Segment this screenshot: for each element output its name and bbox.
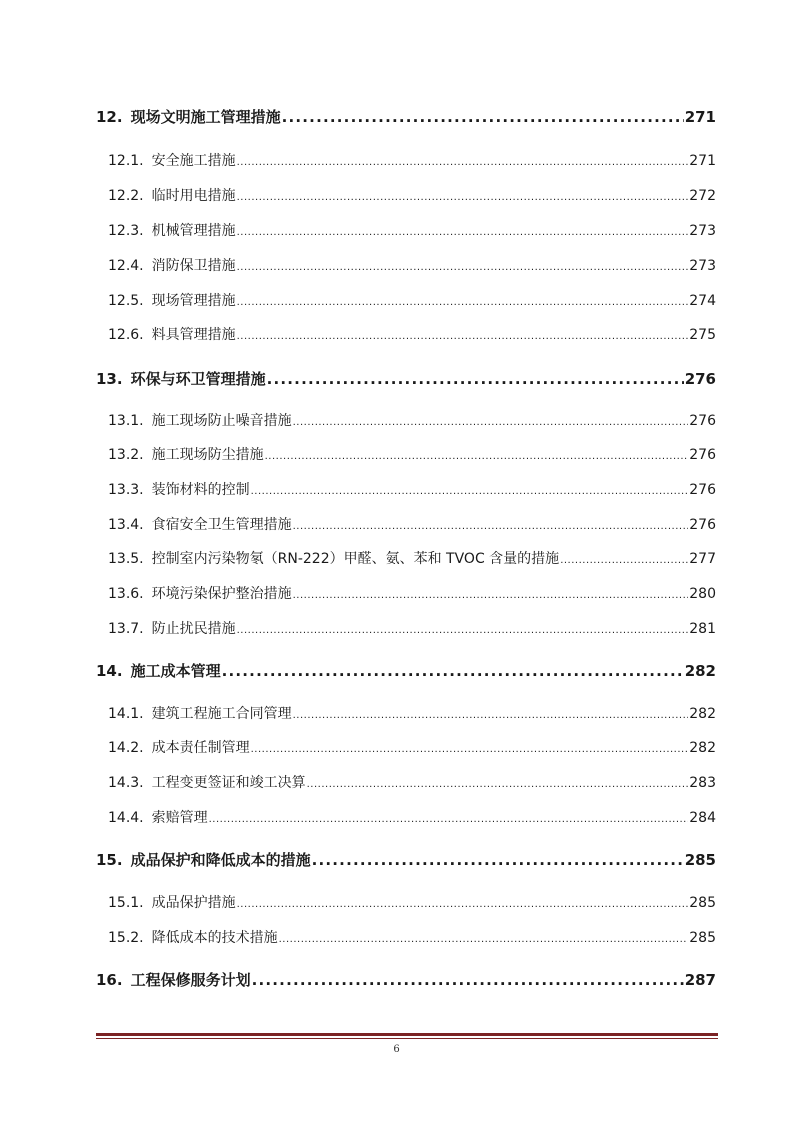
toc-entry-title: 料具管理措施: [151, 327, 236, 343]
toc-entry-page: 285: [689, 895, 716, 911]
toc-entry-number: 14.4.: [108, 810, 144, 826]
toc-entry-page: 281: [689, 621, 716, 637]
toc-entry-title: 环保与环卫管理措施: [130, 370, 266, 388]
toc-entry-page: 285: [684, 851, 716, 869]
toc-entry-page: 283: [689, 775, 716, 791]
toc-entry-page: 282: [689, 706, 716, 722]
toc-section-entry[interactable]: [108, 618, 716, 638]
toc-entry-title: 安全施工措施: [151, 153, 236, 169]
toc-section-entry[interactable]: [108, 892, 716, 912]
toc-dot-leader: [279, 934, 689, 945]
toc-dot-leader: [237, 625, 689, 636]
toc-entry-page: 274: [689, 293, 716, 309]
toc-chapter-entry[interactable]: [96, 660, 716, 681]
toc-entry-number: 13.7.: [108, 621, 144, 637]
toc-section-entry[interactable]: [108, 927, 716, 947]
toc-entry-title: 现场管理措施: [151, 293, 236, 309]
toc-entry-number: 12.2.: [108, 188, 144, 204]
page-number: 6: [393, 1044, 400, 1055]
toc-dot-leader: [237, 192, 689, 203]
toc-entry-number: 12.3.: [108, 223, 144, 239]
toc-entry-title: 机械管理措施: [151, 223, 236, 239]
toc-dot-leader: [251, 486, 689, 497]
toc-chapter-entry[interactable]: [96, 368, 716, 389]
toc-entry-title: 成品保护和降低成本的措施: [130, 851, 311, 869]
toc-entry-page: 275: [689, 327, 716, 343]
toc-entry-title: 索赔管理: [151, 810, 208, 826]
toc-entry-title: 装饰材料的控制: [151, 482, 250, 498]
toc-dot-leader: [252, 971, 684, 989]
toc-entry-number: 14.1.: [108, 706, 144, 722]
toc-entry-number: 12.5.: [108, 293, 144, 309]
toc-entry-number: 14.: [96, 662, 123, 680]
toc-section-entry[interactable]: [108, 410, 716, 430]
toc-entry-number: 13.5.: [108, 551, 144, 567]
toc-chapter-entry[interactable]: [96, 969, 716, 990]
toc-section-entry[interactable]: [108, 583, 716, 603]
toc-entry-number: 15.2.: [108, 930, 144, 946]
toc-section-entry[interactable]: [108, 772, 716, 792]
toc-entry-title: 施工成本管理: [130, 662, 221, 680]
toc-dot-leader: [293, 710, 689, 721]
toc-entry-title: 消防保卫措施: [151, 258, 236, 274]
toc-entry-title: 工程变更签证和竣工决算: [151, 775, 306, 791]
toc-entry-page: 276: [689, 447, 716, 463]
toc-entry-number: 14.2.: [108, 740, 144, 756]
toc-entry-title: 控制室内污染物氡（RN-222）甲醛、氨、苯和 TVOC 含量的措施: [151, 551, 560, 567]
toc-dot-leader: [560, 555, 688, 566]
toc-entry-number: 13.6.: [108, 586, 144, 602]
toc-entry-page: 272: [689, 188, 716, 204]
toc-section-entry[interactable]: [108, 290, 716, 310]
toc-entry-number: 13.: [96, 370, 123, 388]
toc-section-entry[interactable]: [108, 807, 716, 827]
toc-dot-leader: [293, 521, 689, 532]
toc-entry-number: 13.4.: [108, 517, 144, 533]
toc-entry-title: 食宿安全卫生管理措施: [151, 517, 292, 533]
toc-entry-page: 271: [689, 153, 716, 169]
toc-section-entry[interactable]: [108, 737, 716, 757]
footer-rule: [96, 1033, 718, 1036]
toc-section-entry[interactable]: [108, 255, 716, 275]
toc-entry-title: 临时用电措施: [151, 188, 236, 204]
toc-dot-leader: [293, 590, 689, 601]
toc-entry-title: 施工现场防止噪音措施: [151, 413, 292, 429]
footer-rule-thin: [96, 1038, 718, 1039]
toc-dot-leader: [237, 331, 689, 342]
toc-entry-number: 13.1.: [108, 413, 144, 429]
toc-entry-number: 12.6.: [108, 327, 144, 343]
toc-dot-leader: [237, 262, 689, 273]
toc-entry-title: 工程保修服务计划: [130, 971, 251, 989]
toc-entry-number: 15.: [96, 851, 123, 869]
toc-entry-page: 277: [689, 551, 716, 567]
toc-dot-leader: [237, 157, 689, 168]
toc-entry-number: 13.2.: [108, 447, 144, 463]
toc-section-entry[interactable]: [108, 479, 716, 499]
toc-entry-number: 12.: [96, 108, 123, 126]
toc-chapter-entry[interactable]: [96, 849, 716, 870]
toc-section-entry[interactable]: [108, 220, 716, 240]
toc-entry-title: 成品保护措施: [151, 895, 236, 911]
toc-entry-page: 276: [689, 413, 716, 429]
toc-entry-page: 282: [684, 662, 716, 680]
toc-entry-page: 276: [689, 482, 716, 498]
toc-dot-leader: [237, 899, 689, 910]
toc-entry-number: 14.3.: [108, 775, 144, 791]
toc-dot-leader: [237, 227, 689, 238]
toc-dot-leader: [222, 662, 684, 680]
toc-entry-number: 12.1.: [108, 153, 144, 169]
toc-entry-title: 降低成本的技术措施: [151, 930, 278, 946]
toc-entry-title: 环境污染保护整治措施: [151, 586, 292, 602]
toc-section-entry[interactable]: [108, 703, 716, 723]
toc-dot-leader: [282, 108, 684, 126]
toc-dot-leader: [312, 851, 684, 869]
toc-entry-title: 建筑工程施工合同管理: [151, 706, 292, 722]
toc-entry-title: 现场文明施工管理措施: [130, 108, 281, 126]
toc-entry-number: 13.3.: [108, 482, 144, 498]
toc-entry-title: 成本责任制管理: [151, 740, 250, 756]
toc-dot-leader: [265, 451, 689, 462]
toc-section-entry[interactable]: [108, 548, 716, 568]
toc-entry-title: 施工现场防尘措施: [151, 447, 264, 463]
toc-entry-page: 280: [689, 586, 716, 602]
toc-entry-title: 防止扰民措施: [151, 621, 236, 637]
toc-dot-leader: [293, 417, 689, 428]
toc-entry-page: 273: [689, 223, 716, 239]
toc-dot-leader: [209, 814, 689, 825]
toc-entry-page: 276: [684, 370, 716, 388]
toc-section-entry[interactable]: [108, 150, 716, 170]
toc-section-entry[interactable]: [108, 444, 716, 464]
toc-entry-page: 287: [684, 971, 716, 989]
toc-entry-number: 15.1.: [108, 895, 144, 911]
toc-entry-page: 276: [689, 517, 716, 533]
toc-entry-number: 16.: [96, 971, 123, 989]
toc-entry-page: 285: [689, 930, 716, 946]
toc-dot-leader: [251, 744, 689, 755]
toc-dot-leader: [307, 779, 689, 790]
toc-dot-leader: [237, 297, 689, 308]
toc-dot-leader: [267, 370, 684, 388]
toc-chapter-entry[interactable]: [96, 106, 716, 127]
toc-entry-number: 12.4.: [108, 258, 144, 274]
toc-entry-page: 284: [689, 810, 716, 826]
toc-entry-page: 271: [684, 108, 716, 126]
toc-section-entry[interactable]: [108, 185, 716, 205]
toc-entry-page: 282: [689, 740, 716, 756]
toc-entry-page: 273: [689, 258, 716, 274]
toc-section-entry[interactable]: [108, 324, 716, 344]
toc-section-entry[interactable]: [108, 514, 716, 534]
